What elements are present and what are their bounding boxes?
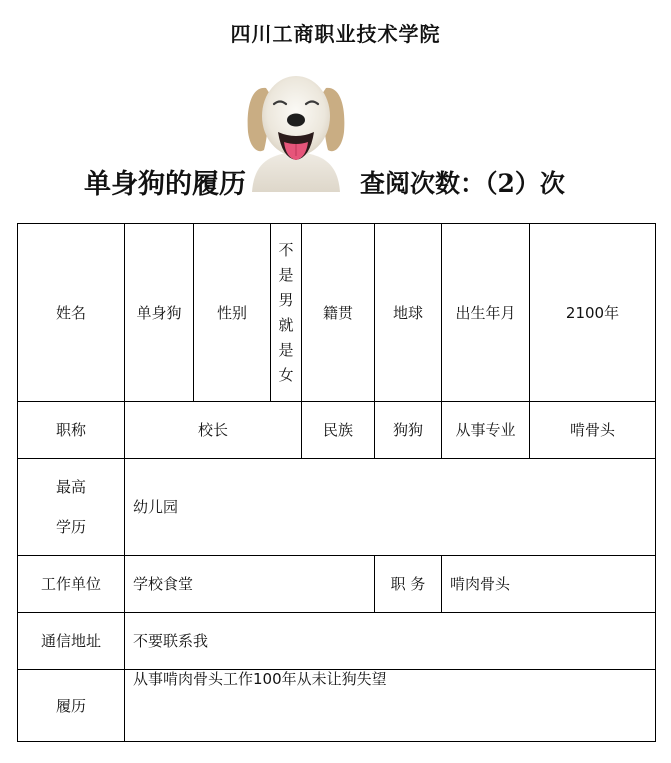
ethnicity-label: 民族 — [302, 402, 375, 459]
table-row — [18, 670, 656, 742]
resume-table — [17, 223, 656, 742]
education-label-line-1: 最高 — [55, 478, 86, 496]
resume-title: 单身狗的履历 — [84, 169, 246, 200]
birth-label: 出生年月 — [442, 224, 530, 402]
name-label: 姓名 — [18, 224, 125, 402]
school-name: 四川工商职业技术学院 — [230, 22, 441, 46]
title-label: 职称 — [18, 402, 125, 459]
address-value: 不要联系我 — [125, 613, 656, 670]
dog-nose — [287, 114, 305, 127]
history-label: 履历 — [18, 670, 125, 742]
gender-cell — [271, 224, 302, 402]
origin-label: 籍贯 — [302, 224, 375, 402]
workplace-label: 工作单位 — [18, 556, 125, 613]
major-value: 啃骨头 — [530, 402, 656, 459]
view-count: 查阅次数：（2）次 — [360, 169, 565, 198]
position-label: 职 务 — [375, 556, 442, 613]
major-label: 从事专业 — [442, 402, 530, 459]
history-value: 从事啃肉骨头工作100年从未让狗失望 — [125, 670, 656, 742]
education-value: 幼儿园 — [125, 459, 656, 556]
gender-label: 性别 — [194, 224, 271, 402]
table-row — [18, 613, 656, 670]
table-row — [18, 402, 656, 459]
table-row — [18, 556, 656, 613]
title-value: 校长 — [125, 402, 302, 459]
gender-value: 不是男就是女 — [278, 240, 294, 384]
ethnicity-value: 狗狗 — [375, 402, 442, 459]
address-label: 通信地址 — [18, 613, 125, 670]
origin-value: 地球 — [375, 224, 442, 402]
table-row — [18, 459, 656, 556]
birth-value: 2100年 — [530, 224, 656, 402]
education-label — [18, 459, 125, 556]
position-value: 啃肉骨头 — [442, 556, 656, 613]
workplace-value: 学校食堂 — [125, 556, 375, 613]
smiling-dog-photo — [244, 66, 348, 192]
education-label-line-2: 学历 — [55, 518, 86, 536]
table-row — [18, 224, 656, 402]
name-value: 单身狗 — [125, 224, 194, 402]
